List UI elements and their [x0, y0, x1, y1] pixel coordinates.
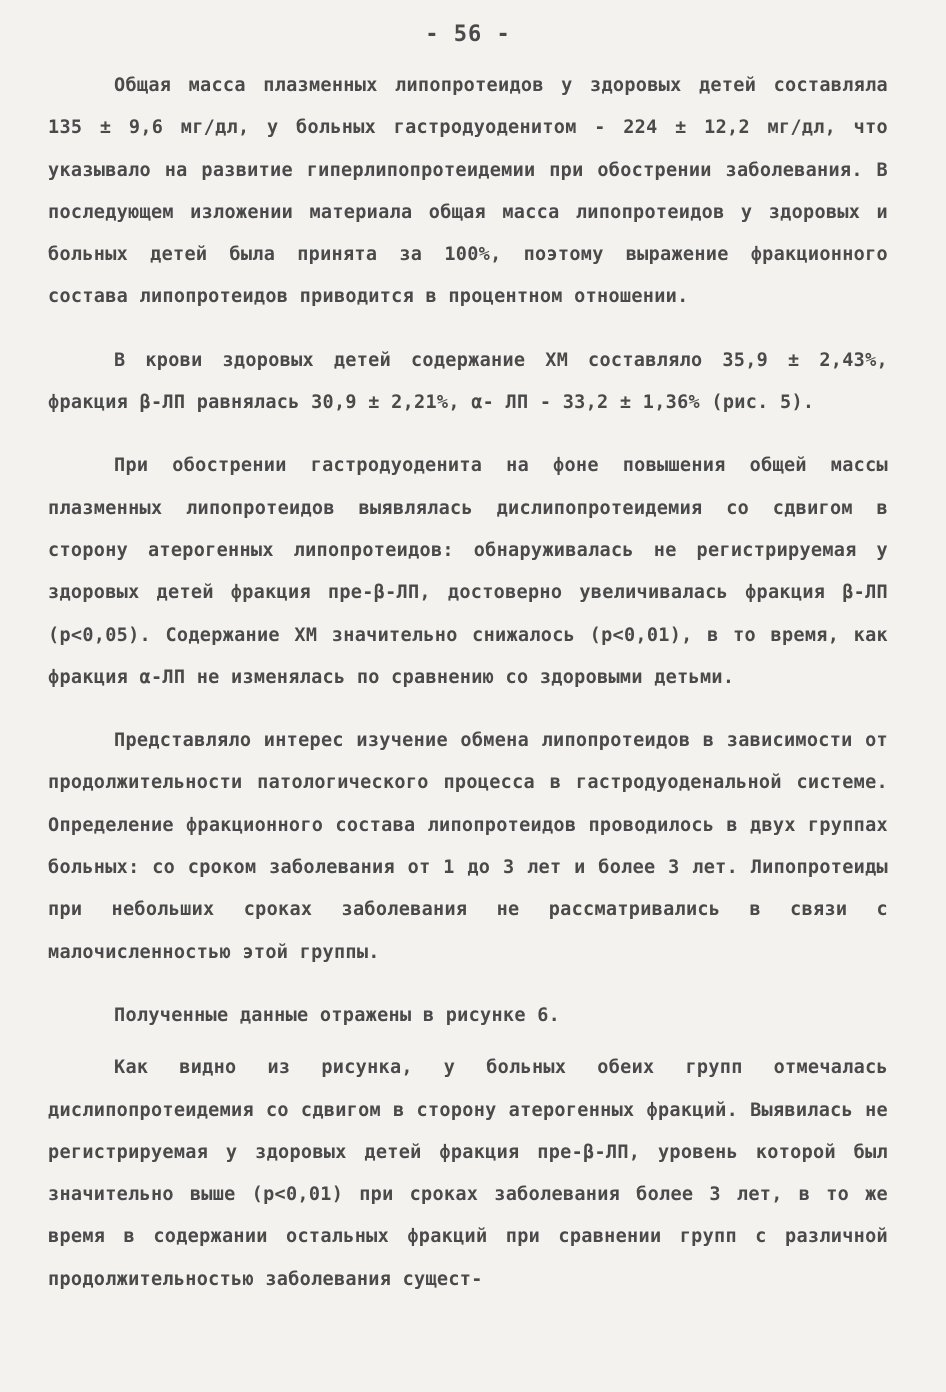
page-number: - 56 -	[425, 22, 511, 47]
paragraph-exacerbation: При обострении гастродуоденита на фоне повышения общей массы плазменных липопротеидов выявлялась дислипопротеидемия со сдвигом в сторону атерогенных липопротеидов: обнаруживалась не регистрируемая у здоровых детей фракция пре-β-ЛП, достоверно увеличивалась фракция β-ЛП (p<0,05). Содержание ХМ значительно снижалось (p<0,01), в то время, как фракция α-ЛП не изменялась по сравнению со здоровыми детьми.	[48, 455, 888, 688]
paragraph-figure-reference: Полученные данные отражены в рисунке 6.	[114, 1004, 561, 1026]
paragraph-figure-findings: Как видно из рисунка, у больных обеих групп отмечалась дислипопротеидемия со сдвигом в сторону атерогенных фракций. Выявилась не регистрируемая у здоровых детей фракция пре-β-ЛП, уровень которой был значительно выше (p<0,01) при сроках заболевания более 3 лет, в то же время в содержании остальных фракций при сравнении групп с различной продолжительностью заболевания сущест-	[48, 1057, 888, 1290]
paragraph-total-mass: Общая масса плазменных липопротеидов у здоровых детей составляла 135 ± 9,6 мг/дл, у больных гастродуоденитом - 224 ± 12,2 мг/дл, что указывало на развитие гиперлипопротеидемии при обострении заболевания. В последующем изложении материала общая масса липопротеидов у здоровых и больных детей была принята за 100%, поэтому выражение фракционного состава липопротеидов приводится в процентном отношении.	[48, 75, 888, 308]
paragraph-duration-study: Представляло интерес изучение обмена липопротеидов в зависимости от продолжительности патологического процесса в гастродуоденальной системе. Определение фракционного состава липопротеидов проводилось в двух группах больных: со сроком заболевания от 1 до 3 лет и более 3 лет. Липопротеиды при небольших сроках заболевания не рассматривались в связи с малочисленностью этой группы.	[48, 730, 888, 963]
paragraph-healthy-fractions: В крови здоровых детей содержание ХМ составляло 35,9 ± 2,43%, фракция β-ЛП равнялась 30,9 ± 2,21%, α- ЛП - 33,2 ± 1,36% (рис. 5).	[48, 349, 888, 414]
